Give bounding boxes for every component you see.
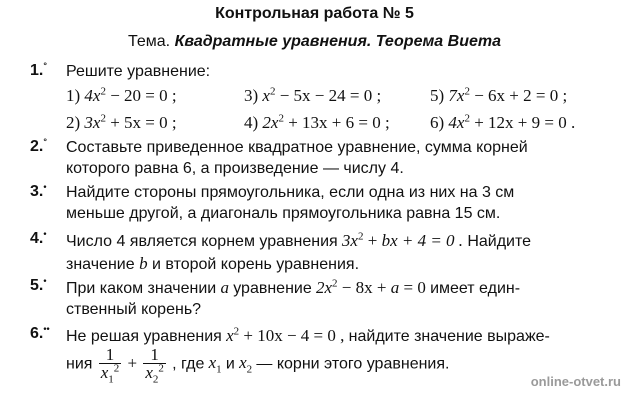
task-1-text: Решите уравнение: xyxy=(66,63,211,80)
task-1-item-4: 4) $2x^2 + 13x + 6 = 0$ ; xyxy=(244,112,390,132)
task-5-number: 5.• xyxy=(30,275,47,294)
task-3-difficulty-mark: • xyxy=(43,181,47,192)
task-6-equation: $x^2 + 10x - 4 = 0$ , xyxy=(226,325,345,345)
task-5-line-1: При каком значении a уравнение $2x^2 - 8x + a = 0$ имеет един- xyxy=(66,277,521,297)
task-1-item-3: 3) $x^2 - 5x - 24 = 0$ ; xyxy=(244,85,382,105)
task-1-difficulty-mark: ° xyxy=(43,60,47,71)
task-6-line-1: Не решая уравнения $x^2 + 10x - 4 = 0$ , найдите значение выраже- xyxy=(66,325,550,345)
task-1-item-5: 5) $7x^2 - 6x + 2 = 0$ ; xyxy=(430,85,568,105)
task-6-line-2: ния $\frac{1}{x_1^2}$ + $\frac{1}{x_2^2}$ , где $x_1$ и $x_2$ — корни этого уравнения. xyxy=(66,345,450,386)
task-3-number: 3.• xyxy=(30,181,47,200)
watermark: online-otvet.ru xyxy=(530,374,621,389)
task-2-number: 2.° xyxy=(30,136,47,155)
task-5-difficulty-mark: • xyxy=(43,275,47,286)
fraction-one-over-x1-squared: $\frac{1}{x_1^2}$ xyxy=(100,345,120,386)
task-1-item-2: 2) $3x^2 + 5x = 0$ ; xyxy=(66,112,177,132)
topic-name: Квадратные уравнения. Теорема Виета xyxy=(174,33,501,50)
topic-prefix: Тема. xyxy=(127,33,171,50)
task-6-difficulty-mark: •• xyxy=(43,323,50,334)
task-1-number: 1.° xyxy=(30,60,47,79)
topic-line xyxy=(0,33,629,51)
task-1-item-1: 1) $4x^2 - 20 = 0$ ; xyxy=(66,85,177,105)
task-6-number: 6.•• xyxy=(30,323,50,342)
task-5-equation: $2x^2 - 8x + a = 0$ xyxy=(316,277,426,297)
task-3-line-1: Найдите стороны прямоугольника, если одна из них на 3 см xyxy=(66,184,515,201)
task-2-difficulty-mark: ° xyxy=(43,136,47,147)
task-5-line-2: ственный корень? xyxy=(66,301,202,318)
task-2-line-2: которого равна 6, а произведение — числу 4. xyxy=(66,160,404,177)
task-3-line-2: меньше другой, а диагональ прямоугольника равна 15 см. xyxy=(66,205,501,222)
task-4-number: 4.• xyxy=(30,228,47,247)
worksheet-title: Контрольная работа № 5 xyxy=(215,5,414,22)
task-4-difficulty-mark: • xyxy=(43,228,47,239)
task-4-line-2: значение b и второй корень уравнения. xyxy=(66,254,360,273)
task-4-line-1: Число 4 является корнем уравнения $3x^2$ + bx + 4 = 0 . Найдите xyxy=(66,230,532,250)
task-4-equation: $3x^2$ + bx + 4 = 0 . xyxy=(341,230,464,250)
task-2-line-1: Составьте приведенное квадратное уравнение, сумма корней xyxy=(66,139,528,156)
fraction-one-over-x2-squared: $\frac{1}{x_2^2}$ xyxy=(145,345,164,386)
task-1-item-6: 6) $4x^2 + 12x + 9 = 0$ . xyxy=(430,112,576,132)
